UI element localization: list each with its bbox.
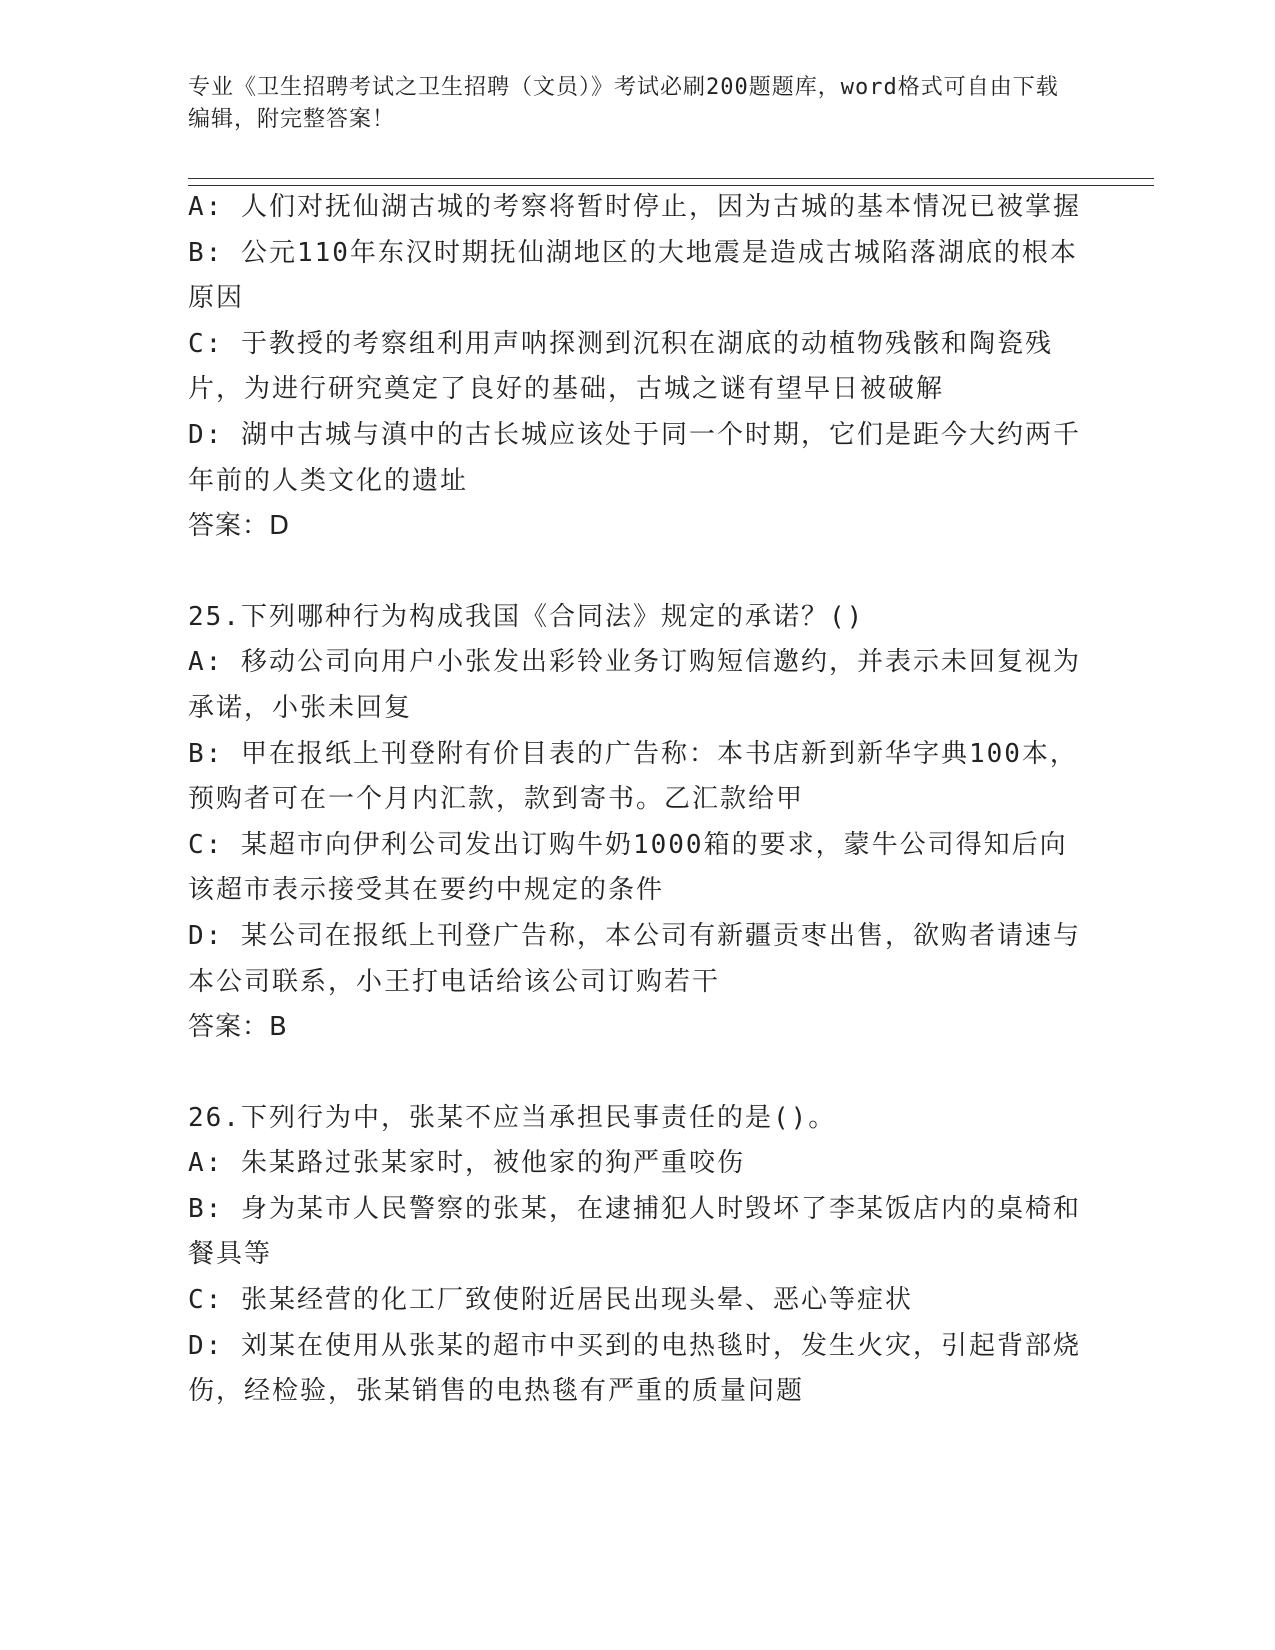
answer-label: 答案：B xyxy=(188,1012,288,1043)
question-block-25 xyxy=(188,595,1088,1051)
question-block-26 xyxy=(188,1096,1088,1415)
option-d: D: 刘某在使用从张某的超市中买到的电热毯时，发生火灾，引起背部烧伤，经检验，张某销售的电热毯有严重的质量问题 xyxy=(188,1330,1081,1407)
question-text: 25.下列哪种行为构成我国《合同法》规定的承诺？() xyxy=(188,601,865,632)
question-block-24 xyxy=(188,185,1088,550)
option-c: C: 某超市向伊利公司发出订购牛奶1000箱的要求，蒙牛公司得知后向该超市表示接受其在要约中规定的条件 xyxy=(188,829,1068,906)
option-b: B: 身为某市人民警察的张某，在逮捕犯人时毁坏了李某饭店内的桌椅和餐具等 xyxy=(188,1193,1081,1270)
option-b: B: 公元110年东汉时期抚仙湖地区的大地震是造成古城陷落湖底的根本原因 xyxy=(188,237,1078,314)
option-b: B: 甲在报纸上刊登附有价目表的广告称：本书店新到新华字典100本，预购者可在一个月内汇款，款到寄书。乙汇款给甲 xyxy=(188,738,1078,815)
option-d: D: 某公司在报纸上刊登广告称，本公司有新疆贡枣出售，欲购者请速与本公司联系，小王打电话给该公司订购若干 xyxy=(188,920,1081,997)
option-a: A: 移动公司向用户小张发出彩铃业务订购短信邀约，并表示未回复视为承诺，小张未回复 xyxy=(188,647,1081,723)
option-c: C: 于教授的考察组利用声呐探测到沉积在湖底的动植物残骸和陶瓷残片，为进行研究奠定了良好的基础，古城之谜有望早日被破解 xyxy=(188,328,1053,405)
option-c: C: 张某经营的化工厂致使附近居民出现头晕、恶心等症状 xyxy=(188,1285,913,1316)
option-a: A: 朱某路过张某家时，被他家的狗严重咬伤 xyxy=(188,1148,745,1179)
document-body xyxy=(188,185,1088,1415)
answer-label: 答案：D xyxy=(188,511,291,542)
question-text: 26.下列行为中，张某不应当承担民事责任的是()。 xyxy=(188,1102,837,1133)
spacer xyxy=(188,1051,1088,1096)
option-d: D: 湖中古城与滇中的古长城应该处于同一个时期，它们是距今大约两千年前的人类文化的遗址 xyxy=(188,419,1081,496)
option-a: A: 人们对抚仙湖古城的考察将暂时停止，因为古城的基本情况已被掌握 xyxy=(188,192,1081,222)
spacer xyxy=(188,550,1088,595)
document-header: 专业《卫生招聘考试之卫生招聘（文员）》考试必刷200题题库，word格式可自由下载编辑，附完整答案！ xyxy=(188,75,1059,132)
